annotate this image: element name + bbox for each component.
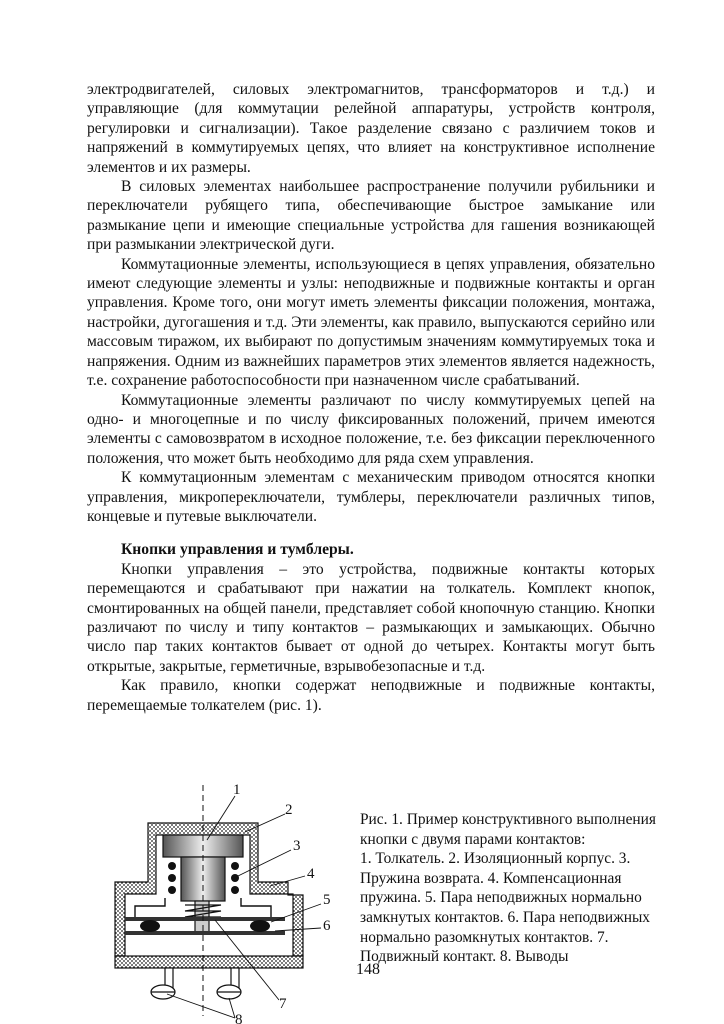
figure-caption bbox=[360, 810, 660, 967]
paragraph-2: В силовых элементах наибольшее распространение получили рубильники и переключатели рубящего типа, обеспечивающие быстрое замыкание или размыкание цепи и имеющие специальные устройства для гашения возникающей при размыкании электрической дуги. bbox=[87, 178, 655, 254]
callout-3: 3 bbox=[293, 838, 301, 854]
body-text bbox=[87, 80, 655, 715]
callout-1: 1 bbox=[233, 782, 241, 798]
callout-4: 4 bbox=[307, 866, 315, 882]
callout-6: 6 bbox=[323, 918, 331, 934]
callout-2: 2 bbox=[285, 802, 293, 818]
callout-7: 7 bbox=[279, 996, 287, 1012]
caption-title: Рис. 1. Пример конструктивного выполнения кнопки с двумя парами контактов: bbox=[360, 811, 656, 848]
paragraph-4: Коммутационные элементы различают по числу коммутируемых цепей на одно- и многоцепные и по числу фиксированных положений, причем имеются элементы с самовозвратом в исходное положение, т.е. без фиксации переключенного положения, что может быть необходимо для ряда схем управления. bbox=[87, 391, 655, 467]
button-diagram bbox=[95, 780, 355, 1024]
paragraph-3: Коммутационные элементы, использующиеся в цепях управления, обязательно имеют следующие элементы и узлы: неподвижные и подвижные контакты и орган управления. Кроме того, они могут иметь элементы фиксации положения, монтажа, настройки, дугогашения и т.д. Эти элементы, как правило, выпускаются серийно или массовым тиражом, их выбирают по допустимым значениям коммутируемых тока и напряжения. Одним из важнейших параметров этих элементов является надежность, т.е. сохранение работоспособности при назначенном числе срабатываний. bbox=[87, 255, 655, 390]
page-number: 148 bbox=[356, 961, 380, 978]
section-paragraph-2: Как правило, кнопки содержат неподвижные и подвижные контакты, перемещаемые толкателем (рис. 1). bbox=[87, 677, 655, 714]
callout-8: 8 bbox=[235, 1012, 243, 1024]
section-paragraph-1: Кнопки управления – это устройства, подвижные контакты которых перемещаются и срабатывают при нажатии на толкатель. Комплект кнопок, смонтированных на общей панели, представляет собой кнопочную станцию. Кнопки различают по числу и типу контактов – размыкающих и замыкающих. Обычно число пар таких контактов бывает от одной до четырех. Контакты могут быть открытые, закрытые, герметичные, взрывобезопасные и т.д. bbox=[87, 560, 655, 675]
section-heading: Кнопки управления и тумблеры. bbox=[121, 541, 354, 559]
paragraph-5: К коммутационным элементам с механическим приводом относятся кнопки управления, микропереключатели, тумблеры, переключатели различных типов, концевые и путевые выключатели. bbox=[87, 469, 655, 525]
paragraph-1: электродвигателей, силовых электромагнитов, трансформаторов и т.д.) и управляющие (для коммутации релейной аппаратуры, устройств контроля, регулировки и сигнализации). Такое разделение связано с различием токов и напряжений в коммутируемых цепях, что влияет на конструктивное исполнение элементов и их размеры. bbox=[87, 81, 655, 176]
terminals bbox=[151, 968, 241, 999]
caption-body: 1. Толкатель. 2. Изоляционный корпус. 3. Пружина возврата. 4. Компенсационная пружина. 5. Пара неподвижных нормально замкнутых контактов. 6. Пара неподвижных нормально разомкнутых контактов. 7. Подвижный контакт. 8. Выводы bbox=[360, 850, 651, 966]
callout-5: 5 bbox=[323, 892, 331, 908]
